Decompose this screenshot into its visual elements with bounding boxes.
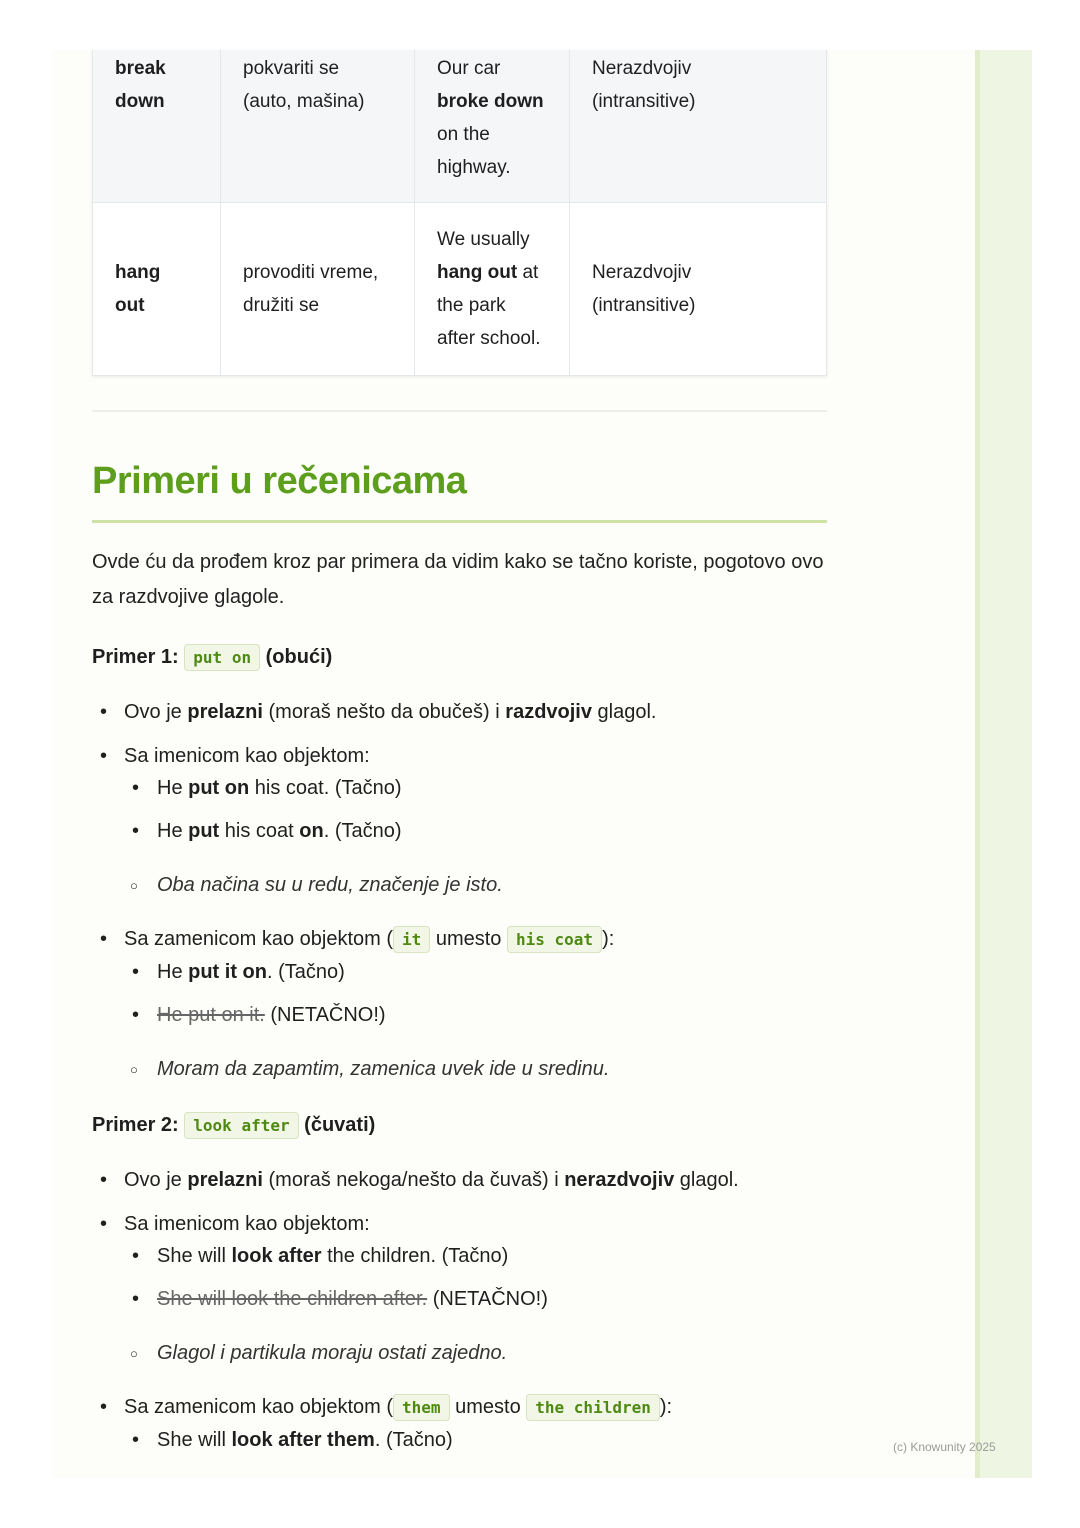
code-them: them — [393, 1394, 450, 1421]
right-margin-strip — [975, 50, 1032, 1478]
primer-1-list — [92, 696, 827, 1085]
section-heading: Primeri u rečenicama — [92, 456, 827, 523]
list-item: • Sa zamenicom kao objektom ( it umesto his coat ): • He put it on. (Tačno) • He put on it. (NETAČNO!) ○ Moram da zapamtim, zamenica uvek ide u sredinu. — [92, 923, 827, 1085]
list-item: • He put it on. (Tačno) — [124, 956, 827, 988]
list-item: ○ Glagol i partikula moraju ostati zajedno. — [124, 1337, 827, 1369]
list-item: • Sa zamenicom kao objektom ( them umesto the children ): • She will look after them. (Tačno) — [92, 1391, 827, 1456]
meaning-cell: provoditi vreme, družiti se — [221, 203, 415, 376]
type-cell: Nerazdvojiv (intransitive) — [570, 203, 827, 376]
list-item: • Ovo je prelazni (moraš nekoga/nešto da čuvaš) i nerazdvojiv glagol. — [92, 1164, 827, 1196]
primer-1-heading: Primer 1: put on (obući) — [92, 641, 827, 674]
section-divider — [92, 410, 827, 412]
list-item: • He put on his coat. (Tačno) — [124, 772, 827, 804]
type-cell: Nerazdvojiv (intransitive) — [570, 50, 827, 203]
copyright-footer: (c) Knowunity 2025 — [893, 1440, 996, 1454]
verb-cell: break down — [93, 50, 221, 203]
example-cell: Our car broke down on the highway. — [415, 50, 570, 203]
list-item: • Sa imenicom kao objektom: • He put on his coat. (Tačno) • He put his coat on. (Tačno) ○ Oba načina su u redu, značenje je isto. — [92, 740, 827, 901]
code-it: it — [393, 926, 430, 953]
code-put-on: put on — [184, 644, 260, 671]
list-item: • Sa imenicom kao objektom: • She will look after the children. (Tačno) • She will look the children after. (NETAČNO!) ○ Glagol i partikula moraju ostati zajedno. — [92, 1208, 827, 1369]
table-row — [93, 50, 827, 203]
primer-2-list — [92, 1164, 827, 1456]
primer-2-heading: Primer 2: look after (čuvati) — [92, 1109, 827, 1142]
phrasal-verbs-table — [92, 50, 827, 376]
list-item: ○ Moram da zapamtim, zamenica uvek ide u sredinu. — [124, 1053, 827, 1085]
verb-cell: hang out — [93, 203, 221, 376]
list-item: • Ovo je prelazni (moraš nešto da obučeš) i razdvojiv glagol. — [92, 696, 827, 728]
meaning-cell: pokvariti se (auto, mašina) — [221, 50, 415, 203]
code-his-coat: his coat — [507, 926, 602, 953]
list-item: • He put his coat on. (Tačno) — [124, 815, 827, 847]
list-item: • She will look after the children. (Tačno) — [124, 1240, 827, 1272]
code-look-after: look after — [184, 1112, 298, 1139]
list-item: • She will look after them. (Tačno) — [124, 1424, 827, 1456]
list-item: • He put on it. (NETAČNO!) — [124, 999, 827, 1031]
intro-paragraph: Ovde ću da prođem kroz par primera da vidim kako se tačno koriste, pogotovo ovo za razdvojive glagole. — [92, 551, 824, 608]
table-row — [93, 203, 827, 376]
document-content — [92, 50, 827, 1456]
list-item: • She will look the children after. (NETAČNO!) — [124, 1283, 827, 1315]
example-cell: We usually hang out at the park after school. — [415, 203, 570, 376]
list-item: ○ Oba načina su u redu, značenje je isto. — [124, 869, 827, 901]
code-the-children: the children — [526, 1394, 660, 1421]
